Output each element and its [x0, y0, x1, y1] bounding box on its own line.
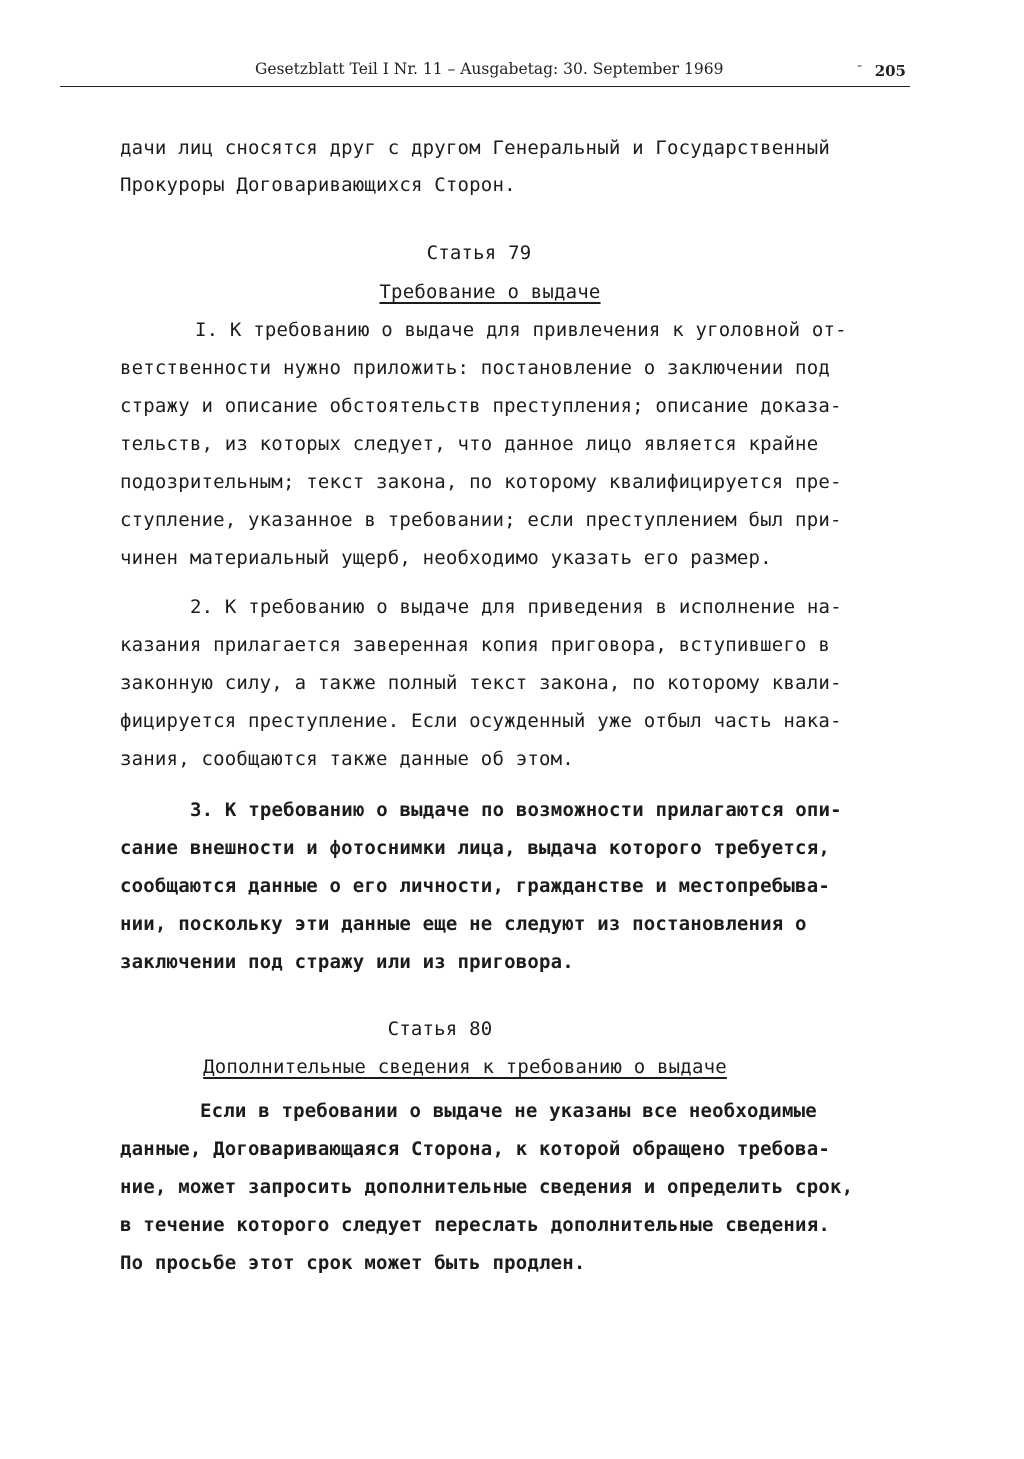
text-line: фицируется преступление. Если осужденный уже отбыл часть нака- [120, 710, 842, 732]
text-line: ние, может запросить дополнительные сведения и определить срок, [120, 1176, 854, 1198]
text-line: данные, Договаривающаяся Сторона, к которой обращено требова- [120, 1138, 830, 1160]
text-line: нии, поскольку эти данные еще не следуют из постановления о [120, 913, 807, 935]
text-line: дачи лиц сносятся друг с другом Генеральный и Государственный [120, 137, 830, 159]
text-line: в течение которого следует переслать дополнительные сведения. [120, 1214, 830, 1236]
text-line: 3. К требованию о выдаче по возможности прилагаются опи- [190, 799, 842, 821]
text-line: I. К требованию о выдаче для привлечения к уголовной от- [195, 319, 847, 341]
article-subheading: Требование о выдаче [379, 281, 601, 303]
header-mark: - [857, 58, 863, 74]
text-line: стражу и описание обстоятельств преступления; описание доказа- [120, 395, 842, 417]
page-number: 205 [874, 62, 906, 80]
text-line: казания прилагается заверенная копия приговора, вступившего в [120, 634, 830, 656]
page-header [60, 58, 910, 87]
text-line: чинен материальный ущерб, необходимо указать его размер. [120, 547, 772, 569]
article-subheading: Дополнительные сведения к требованию о выдаче [203, 1056, 727, 1078]
text-line: тельств, из которых следует, что данное лицо является крайне [120, 433, 819, 455]
text-line: 2. К требованию о выдаче для приведения в исполнение на- [190, 596, 842, 618]
article-heading: Статья 79 [426, 242, 532, 264]
text-line: подозрительным; текст закона, по которому квалифицируется пре- [120, 471, 842, 493]
text-line: сание внешности и фотоснимки лица, выдача которого требуется, [120, 837, 830, 859]
text-line: Прокуроры Договаривающихся Сторон. [120, 174, 516, 196]
text-line: законную силу, а также полный текст закона, по которому квали- [120, 672, 842, 694]
gazette-title: Gesetzblatt Teil I Nr. 11 – Ausgabetag: 30. September 1969 [255, 60, 724, 78]
text-line: сообщаются данные о его личности, гражданстве и местопребыва- [120, 875, 830, 897]
text-line: заключении под стражу или из приговора. [120, 951, 574, 973]
text-line: Если в требовании о выдаче не указаны все необходимые [200, 1100, 817, 1122]
text-line: зания, сообщаются также данные об этом. [120, 748, 574, 770]
text-line: ветственности нужно приложить: постановление о заключении под [120, 357, 830, 379]
text-line: По просьбе этот срок может быть продлен. [120, 1252, 586, 1274]
article-heading: Статья 80 [387, 1018, 493, 1040]
text-line: ступление, указанное в требовании; если преступлением был при- [120, 509, 842, 531]
